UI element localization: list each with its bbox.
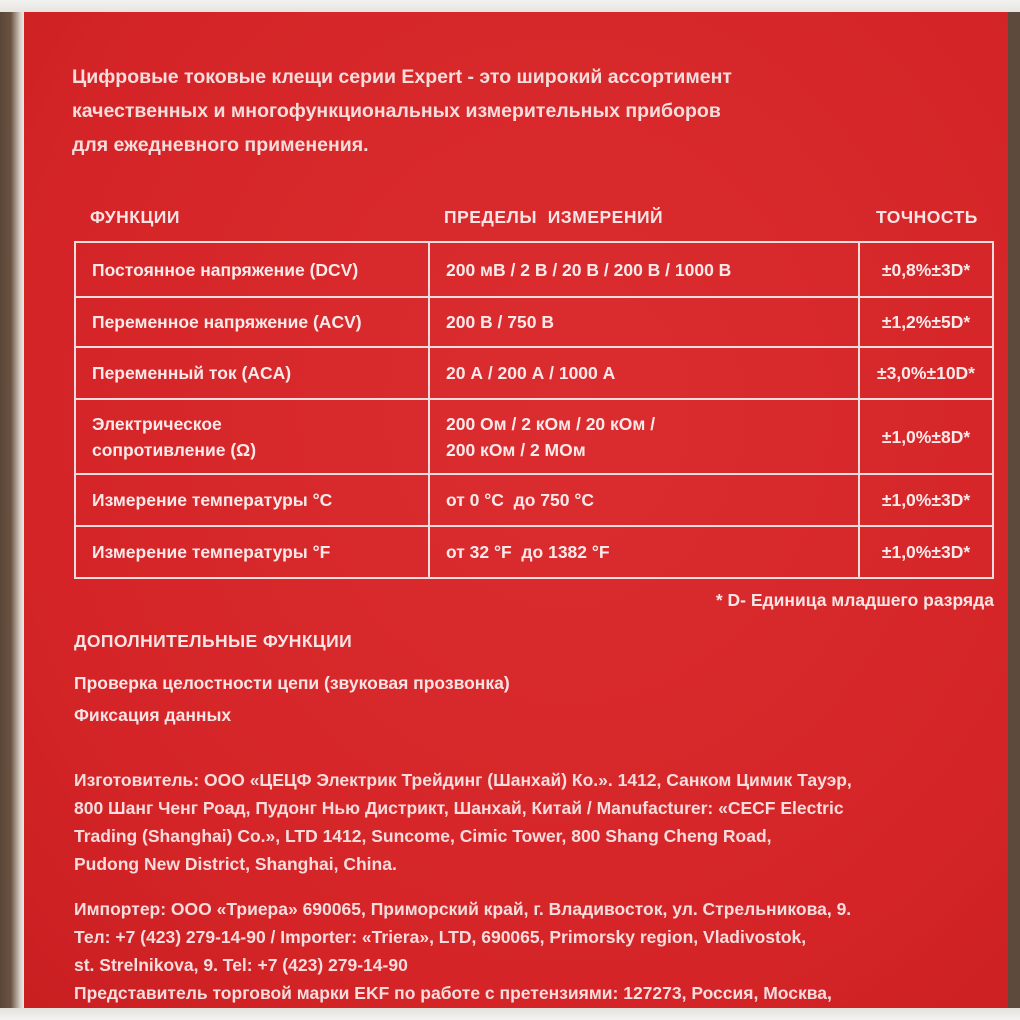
- cell-range: от 32 °F до 1382 °F: [430, 527, 860, 577]
- importer-line: Представитель торговой марки EKF по работе с претензиями: 127273, Россия, Москва,: [74, 983, 832, 1003]
- intro-line: Цифровые токовые клещи серии Expert - это широкий ассортимент: [72, 66, 732, 88]
- extra-functions-title: ДОПОЛНИТЕЛЬНЫЕ ФУНКЦИИ: [74, 631, 353, 651]
- list-item: Проверка целостности цепи (звуковая прозвонка): [74, 673, 510, 693]
- footnote: * D- Единица младшего разряда: [715, 590, 994, 610]
- importer-line: Импортер: ООО «Триера» 690065, Приморский край, г. Владивосток, ул. Стрельникова, 9.: [74, 899, 852, 919]
- extra-functions-list: [74, 667, 510, 731]
- manufacturer-line: 800 Шанг Ченг Роад, Пудонг Нью Дистрикт, Шанхай, Китай / Manufacturer: «CECF Electric: [74, 798, 844, 818]
- spec-table-body: [74, 241, 994, 579]
- importer-line: Тел: +7 (423) 279-14-90 / Importer: «Triera», LTD, 690065, Primorsky region, Vladivostok,: [74, 927, 807, 947]
- intro-line: для ежедневного применения.: [72, 134, 369, 156]
- importer-info: [74, 895, 994, 1007]
- cell-function: Измерение температуры °C: [76, 475, 430, 525]
- list-item: Фиксация данных: [74, 705, 232, 725]
- manufacturer-line: Pudong New District, Shanghai, China.: [74, 854, 397, 874]
- cell-function: Электрическое сопротивление (Ω): [76, 400, 430, 473]
- cell-accuracy: ±3,0%±10D*: [876, 363, 975, 383]
- manufacturer-info: [74, 766, 994, 878]
- header-accuracy: ТОЧНОСТЬ: [876, 207, 978, 227]
- table-row: [76, 243, 992, 296]
- importer-line: st. Strelnikova, 9. Tel: +7 (423) 279-14-90: [74, 955, 408, 975]
- cell-range: 20 А / 200 А / 1000 А: [430, 348, 860, 398]
- cell-function: Постоянное напряжение (DCV): [76, 243, 430, 296]
- cell-accuracy: ±1,0%±3D*: [881, 542, 971, 562]
- cell-accuracy: ±1,2%±5D*: [881, 312, 971, 332]
- table-row: [76, 346, 992, 398]
- box-edge-bottom: [0, 1008, 1020, 1020]
- table-row: [76, 296, 992, 346]
- table-row: [76, 473, 992, 525]
- cell-accuracy: ±1,0%±8D*: [881, 426, 971, 447]
- header-ranges: ПРЕДЕЛЫ ИЗМЕРЕНИЙ: [444, 207, 664, 227]
- table-row: [76, 525, 992, 577]
- cell-accuracy: ±0,8%±3D*: [881, 259, 971, 280]
- cell-range: 200 Ом / 2 кОм / 20 кОм / 200 кОм / 2 МОм: [430, 400, 860, 473]
- table-row: [76, 398, 992, 473]
- cell-range: 200 мВ / 2 В / 20 В / 200 В / 1000 В: [430, 243, 860, 296]
- box-edge-top: [0, 0, 1020, 12]
- cell-accuracy: ±1,0%±3D*: [881, 490, 971, 510]
- spec-table: [74, 203, 994, 562]
- manufacturer-line: Trading (Shanghai) Co.», LTD 1412, Suncome, Cimic Tower, 800 Shang Cheng Road,: [74, 826, 772, 846]
- cell-range: от 0 °C до 750 °C: [430, 475, 860, 525]
- cell-range: 200 В / 750 В: [430, 298, 860, 346]
- cell-function: Измерение температуры °F: [76, 527, 430, 577]
- intro-line: качественных и многофункциональных измерительных приборов: [72, 100, 721, 122]
- cell-function: Переменный ток (ACA): [76, 348, 430, 398]
- intro-paragraph: [72, 60, 952, 162]
- manufacturer-line: Изготовитель: ООО «ЦЕЦФ Электрик Трейдинг (Шанхай) Ко.». 1412, Санком Цимик Тауэр,: [74, 770, 852, 790]
- spec-table-header: [74, 203, 994, 241]
- cell-function: Переменное напряжение (ACV): [76, 298, 430, 346]
- header-functions: ФУНКЦИИ: [90, 207, 180, 227]
- red-info-panel: [24, 12, 1008, 1008]
- box-edge-left: [0, 0, 24, 1020]
